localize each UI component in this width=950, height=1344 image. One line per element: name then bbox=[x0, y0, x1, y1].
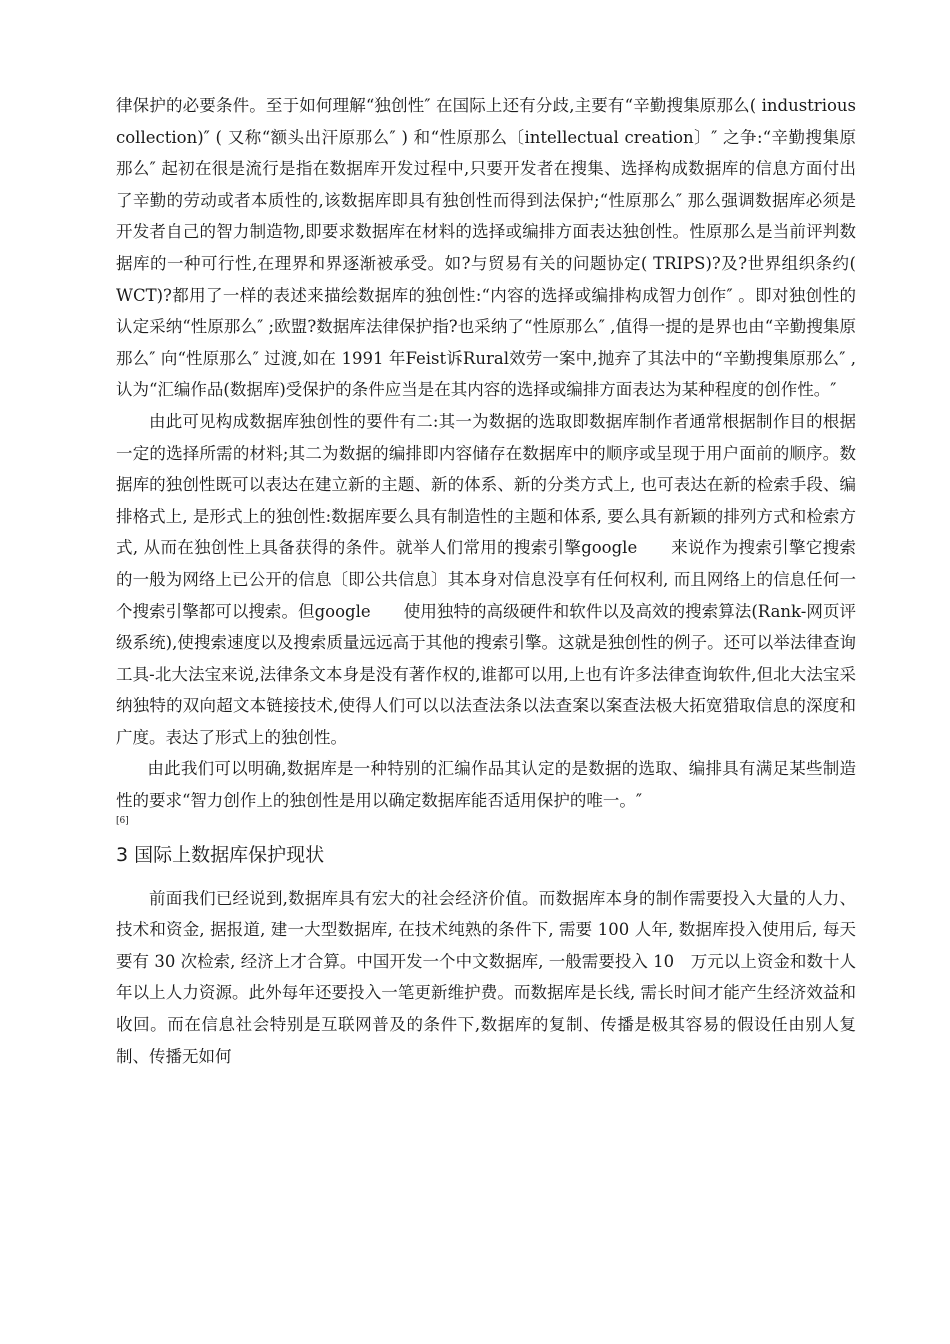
document-body bbox=[116, 90, 856, 1072]
paragraph-originality-elements: 由此可见构成数据库独创性的要件有二:其一为数据的选取即数据库制作者通常根据制作目的根据一定的选择所需的材料;其二为数据的编排即内容储存在数据库中的顺序或呈现于用户面前的顺序。数据库的独创性既可以表达在建立新的主题、新的体系、新的分类方式上, 也可表达在新的检索手段、编排格式上, 是形式上的独创性:数据库要么具有制造性的主题和体系, 要么具有新颖的排列方式和检索方式, 从而在独创性上具备获得的条件。就举人们常用的搜索引擎google 来说作为搜索引擎它搜索的一般为网络上已公开的信息〔即公共信息〕其本身对信息没享有任何权利, 而且网络上的信息任何一个搜索引擎都可以搜索。但google 使用独特的高级硬件和软件以及高效的搜索算法(Rank-网页评级系统),使搜索速度以及搜索质量远远高于其他的搜索引擎。这就是独创性的例子。还可以举法律查询工具-北大法宝来说,法律条文本身是没有著作权的,谁都可以用,上也有许多法律查询软件,但北大法宝采纳独特的双向超文本链接技术,使得人们可以以法查法条以法查案以案查法极大拓宽猎取信息的深度和广度。表达了形式上的独创性。 bbox=[116, 411, 856, 747]
paragraph-originality-principles: 律保护的必要条件。至于如何理解“独创性″ 在国际上还有分歧,主要有“辛勤搜集原那么( industrious collection)″ ( 又称“额头出汗原那么″ ) 和“性原那么〔intellectual creation〕″ 之争:“辛勤搜集原那么″ 起初在很是流行是指在数据库开发过程中,只要开发者在搜集、选择构成数据库的信息方面付出了辛勤的劳动或者本质性的,该数据库即具有独创性而得到法保护;“性原那么″ 那么强调数据库必须是开发者自己的智力制造物,即要求数据库在材料的选择或编排方面表达独创性。性原那么是当前评判数据库的一种可行性,在理界和界逐渐被承受。如?与贸易有关的问题协定( TRIPS)?及?世界组织条约( WCT)?都用了一样的表述来描绘数据库的独创性:“内容的选择或编排构成智力创作″ 。即对独创性的认定采纳“性原那么″ ;欧盟?数据库法律保护指?也采纳了“性原那么″ ,值得一提的是界也由“辛勤搜集原那么″ 向“性原那么″ 过渡,如在 1991 年Feist诉Rural效劳一案中,抛弃了其法中的“辛勤搜集原那么″ ,认为“汇编作品(数据库)受保护的条件应当是在其内容的选择或编排方面表达为某种程度的创作性。″ bbox=[116, 96, 856, 400]
paragraph-international-status: 前面我们已经说到,数据库具有宏大的社会经济价值。而数据库本身的制作需要投入大量的人力、技术和资金, 据报道, 建一大型数据库, 在技术纯熟的条件下, 需要 100 人年, 数据库投入使用后, 每天要有 30 次检索, 经济上才合算。中国开发一个中文数据库, 一般需要投入 10 万元以上资金和数十人年以上人力资源。此外每年还要投入一笔更新维护费。而数据库是长线, 需长时间才能产生经济效益和收回。而在信息社会特别是互联网普及的条件下,数据库的复制、传播是极其容易的假设任由别人复制、传播无如何 bbox=[116, 888, 856, 1066]
footnote-reference: [6] bbox=[116, 815, 129, 826]
paragraph-conclusion: 由此我们可以明确,数据库是一种特别的汇编作品其认定的是数据的选取、编排具有满足某些制造性的要求“智力创作上的独创性是用以确定数据库能否适用保护的唯一。″ bbox=[116, 759, 856, 811]
section-heading: 3 国际上数据库保护现状 bbox=[116, 843, 325, 866]
